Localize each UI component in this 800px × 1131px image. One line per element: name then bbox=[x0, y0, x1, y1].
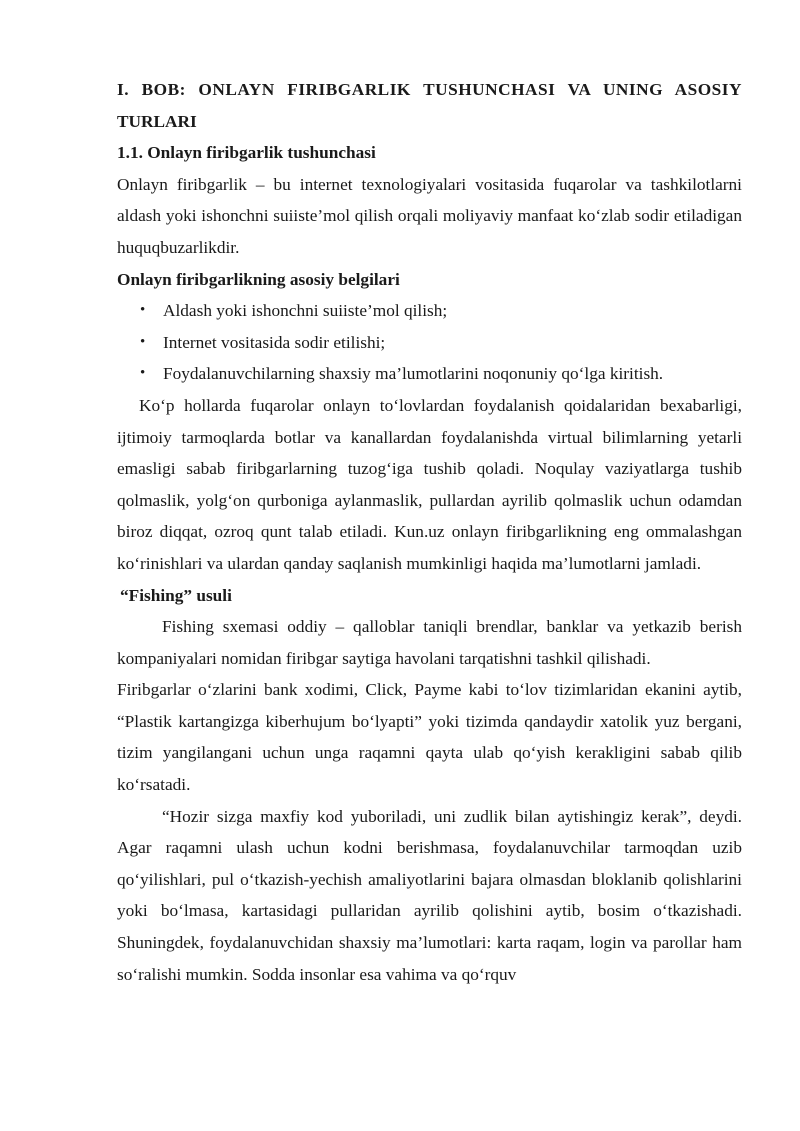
list-item bbox=[117, 327, 742, 359]
bullet-icon: • bbox=[140, 365, 146, 382]
list-item-text: Aldash yoki ishonchni suiiste’mol qilish; bbox=[163, 301, 448, 321]
list-item-text: Foydalanuvchilarning shaxsiy ma’lumotlarini noqonuniy qo‘lga kiritish. bbox=[163, 364, 664, 384]
fishing-paragraph-3: “Hozir sizga maxfiy kod yuboriladi, uni zudlik bilan aytishingiz kerak”, deydi. Agar raqamni ulash uchun kodni berishmasa, foydalanuvchilar tarmoqdan uzib qo‘yilishlari, pul o‘tkazish-yechish amaliyotlarini bajara olmasdan bloklanib qolishlarini yoki bo‘lmasa, kartasidagi pullaridan ayrilib qolishini aytib, bosim o‘tkazishadi. Shuningdek, foydalanuvchidan shaxsiy ma’lumotlari: karta raqam, login va parollar ham so‘ralishi mumkin. Sodda insonlar esa vahima va qo‘rquv bbox=[117, 806, 742, 984]
list-item bbox=[117, 358, 742, 390]
definition-paragraph: Onlayn firibgarlik – bu internet texnologiyalari vositasida fuqarolar va tashkilotlarni aldash yoki ishonchni suiiste’mol qilish orqali moliyaviy manfaat ko‘zlab sodir etiladigan huquqbuzarlikdir. bbox=[117, 174, 742, 257]
fishing-paragraph-1: Fishing sxemasi oddiy – qalloblar taniqli brendlar, banklar va yetkazib berish kompaniyalari nomidan firibgar saytiga havolani tarqatishni tashkil qilishadi. bbox=[117, 617, 742, 668]
fishing-heading: “Fishing” usuli bbox=[120, 585, 232, 605]
fishing-paragraph-2: Firibgarlar o‘zlarini bank xodimi, Click, Payme kabi to‘lov tizimlaridan ekanini aytib, “Plastik kartangizga kiberhujum bo‘lyapti” yoki tizimda qandaydir xatolik yuz bergani, tizim yangilangani uchun unga raqamni qayta ulab qo‘yish kerakligini sabab qilib ko‘rsatadi. bbox=[117, 680, 742, 795]
document-page bbox=[117, 74, 742, 990]
signs-list bbox=[117, 295, 742, 390]
section-heading: 1.1. Onlayn firibgarlik tushunchasi bbox=[117, 143, 376, 163]
bullet-icon: • bbox=[140, 333, 146, 350]
chapter-title: I. BOB: ONLAYN FIRIBGARLIK TUSHUNCHASI VA UNING ASOSIY bbox=[117, 80, 742, 99]
list-item-text: Internet vositasida sodir etilishi; bbox=[163, 332, 386, 352]
list-item bbox=[117, 295, 742, 327]
bullet-icon: • bbox=[140, 302, 146, 319]
chapter-title-continued: TURLARI bbox=[117, 111, 197, 131]
intro-paragraph: Ko‘p hollarda fuqarolar onlayn to‘lovlardan foydalanish qoidalaridan bexabarligi, ijtimoiy tarmoqlarda botlar va kanallardan foydalanishda virtual bilimlarning yetarli emasligi sabab firibgarlarning tuzog‘iga tushib qoladi. Noqulay vaziyatlarga tushib qolmaslik, yolg‘on qurboniga aylanmaslik, pullardan ayrilib qolmaslik uchun odamdan biroz diqqat, ozroq qunt talab etiladi. Kun.uz onlayn firibgarlikning eng ommalashgan ko‘rinishlari va ulardan qanday saqlanish mumkinligi haqida ma’lumotlarni jamladi. bbox=[117, 395, 742, 573]
signs-heading: Onlayn firibgarlikning asosiy belgilari bbox=[117, 269, 400, 289]
